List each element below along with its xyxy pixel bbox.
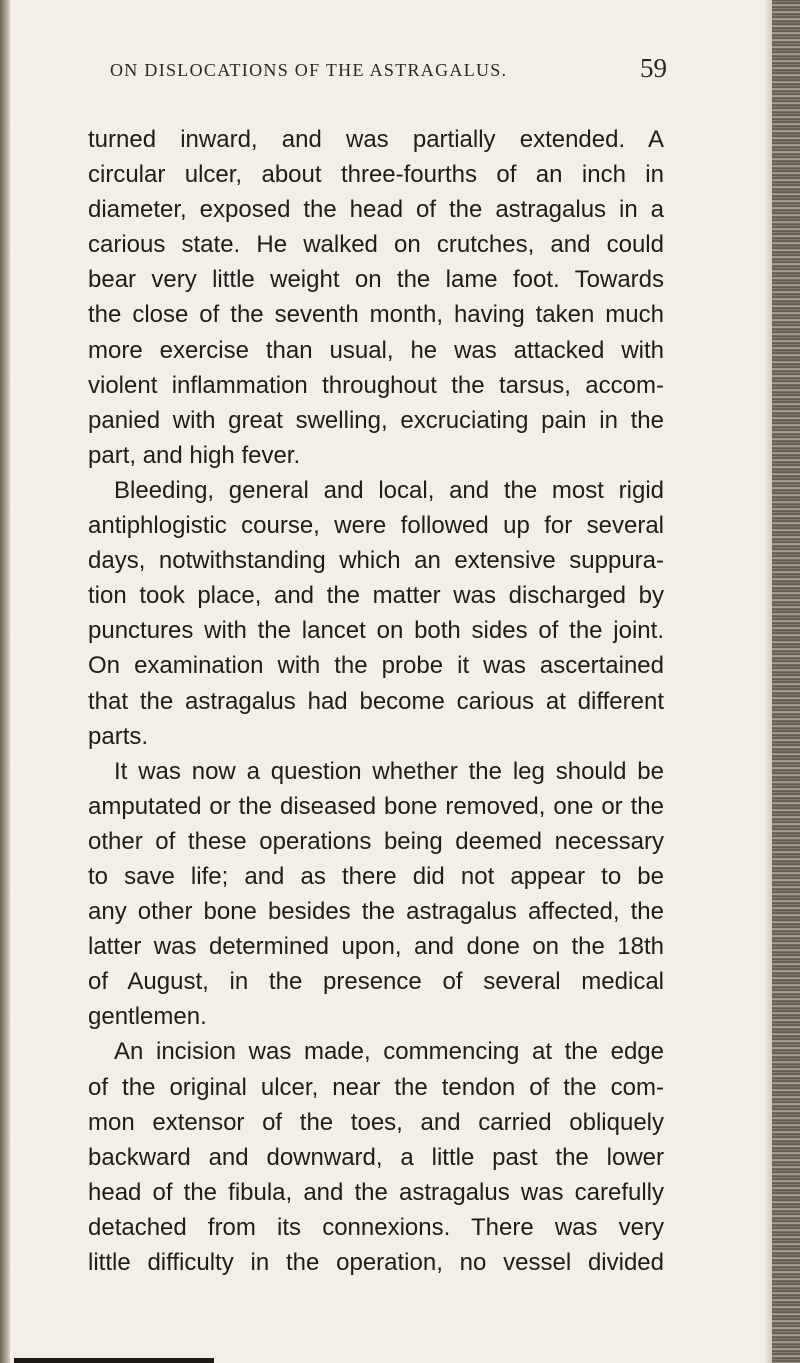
text-line: that the astragalus had become carious at different	[88, 687, 664, 715]
page-number: 59	[640, 53, 667, 83]
text-line: the close of the seventh month, having taken much	[88, 301, 664, 329]
text-line: antiphlogistic course, were followed up for several	[88, 512, 664, 540]
running-head	[88, 52, 688, 88]
text-line: of August, in the presence of several medical	[88, 968, 664, 996]
text-line: more exercise than usual, he was attacked with	[88, 336, 664, 364]
text-line: Bleeding, general and local, and the most rigid	[114, 476, 664, 504]
text-line: other of these operations being deemed necessary	[88, 827, 664, 855]
text-line: little difficulty in the operation, no vessel divided	[88, 1249, 664, 1276]
text-line: parts.	[88, 722, 149, 750]
text-line: days, notwithstanding which an extensive suppura-	[88, 547, 664, 575]
page-right-edge-fade	[764, 0, 772, 1363]
text-line: mon extensor of the toes, and carried obliquely	[88, 1108, 664, 1136]
text-line: of the original ulcer, near the tendon of the com-	[88, 1073, 664, 1101]
text-line: tion took place, and the matter was discharged by	[88, 582, 664, 610]
text-line: On examination with the probe it was ascertained	[88, 652, 664, 680]
text-line: latter was determined upon, and done on the 18th	[88, 933, 664, 961]
book-page	[88, 52, 688, 1280]
text-line: backward and downward, a little past the lower	[88, 1143, 664, 1171]
text-line: circular ulcer, about three-fourths of an inch in	[88, 161, 664, 189]
text-line: any other bone besides the astragalus affected, the	[88, 898, 664, 926]
text-line: It was now a question whether the leg should be	[114, 757, 664, 785]
text-line: gentlemen.	[88, 1003, 207, 1031]
text-line: to save life; and as there did not appear to be	[88, 862, 664, 890]
text-line: carious state. He walked on crutches, and could	[88, 231, 664, 259]
body-text	[88, 122, 688, 1280]
page-left-edge-shadow	[0, 0, 10, 1363]
text-line: head of the fibula, and the astragalus was carefully	[88, 1178, 664, 1206]
text-line: turned inward, and was partially extended. A	[88, 126, 664, 153]
running-title: ON DISLOCATIONS OF THE ASTRAGALUS.	[110, 60, 508, 80]
text-line: violent inflammation throughout the tarsus, accom-	[88, 371, 664, 399]
text-line: detached from its connexions. There was very	[88, 1213, 664, 1241]
text-line: An incision was made, commencing at the edge	[114, 1038, 664, 1066]
text-line: panied with great swelling, excruciating pain in the	[88, 406, 664, 434]
text-line: bear very little weight on the lame foot. Towards	[88, 266, 664, 294]
book-binding-edge	[772, 0, 800, 1363]
text-line: diameter, exposed the head of the astragalus in a	[88, 196, 664, 224]
text-line: amputated or the diseased bone removed, one or the	[88, 792, 664, 820]
bottom-scan-mark	[14, 1358, 214, 1363]
text-line: punctures with the lancet on both sides of the joint.	[88, 617, 664, 645]
text-line: part, and high fever.	[88, 441, 301, 469]
